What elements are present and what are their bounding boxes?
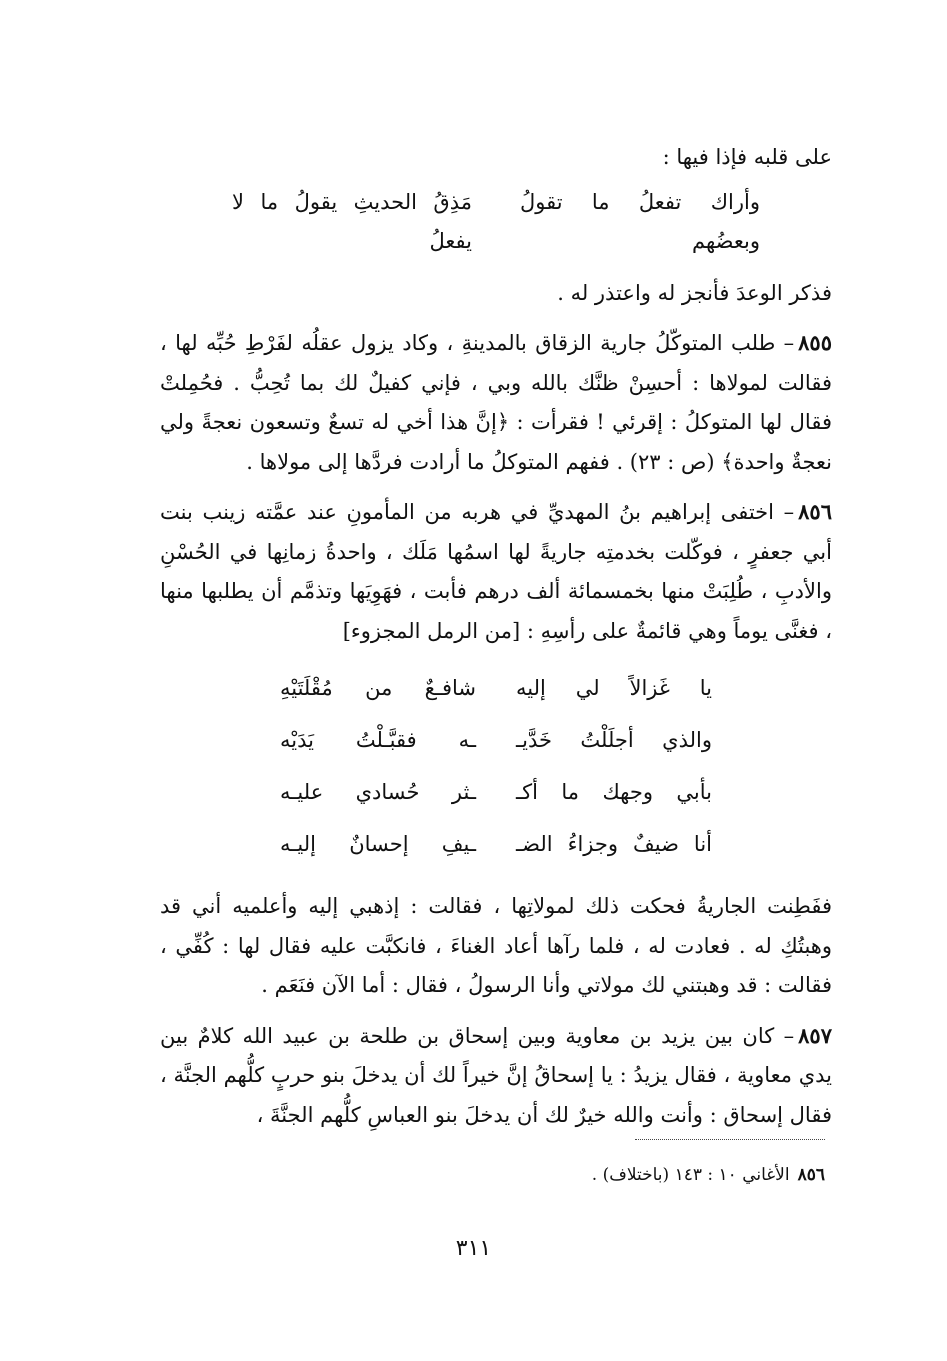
poem-hemistich-right: أنا ضيفٌ وجزاءُ الضـ — [516, 832, 712, 857]
verse-hemistich-right: وأراك تفعلُ ما تقولُ وبعضُهم — [520, 189, 760, 253]
verse-hemistich-left: مَذِقُ الحديثِ يقولُ ما لا يفعلُ — [232, 189, 472, 253]
poem — [160, 663, 832, 871]
entry-857 — [160, 1016, 832, 1136]
poem-line — [160, 715, 832, 767]
entry-text: – كان بين يزيد بن معاوية وبين إسحاق بن طلحة بن عبيد الله كلامٌ بين يدي معاوية ، فقال يزيدُ : يا إسحاقُ إنَّ خيراً لك أن يدخلَ بنو حربٍ كلُّهم الجنَّة ، فقال إسحاق : وأنت والله خيرٌ لك أن يدخلَ بنو العباسِ كلُّهم الجنَّةَ ، — [160, 1023, 832, 1127]
poem-hemistich-left: ـثر حُسادي عليـه — [280, 780, 476, 805]
entry-text: – طلب المتوكّلُ جارية الزقاق بالمدينةِ ، وكاد يزول عقلُه لفَرْطِ حُبِّه لها ، فقالت لمولاها : أحسِنْ ظنَّك بالله وبي ، فإني كفيلٌ لك بما تُحِبُّ . فحُمِلتْ فقال لها المتوكلُ : إقرئي ! فقرأت : ﴿إنَّ هذا أخي له تسعٌ وتسعون نعجةً ولي نعجةٌ واحدة﴾ (ص : ٢٣) . ففهم المتوكلُ ما أرادت فردَّها إلى مولاها . — [160, 331, 832, 474]
footnote-text: الأغاني ١٠ : ١٤٣ (باختلاف) . — [591, 1165, 790, 1185]
poem-hemistich-right: بأبي وجهك ما أكـ — [516, 780, 712, 805]
intro-line: على قلبه فإذا فيها : — [662, 145, 832, 169]
after-verse-line: فذكر الوعدَ فأنجز له واعتذر له . — [557, 280, 832, 305]
poem-hemistich-right: والذي أجلَلْتُ خَدَّيـ — [516, 728, 712, 753]
poem-hemistich-left: ـه فقبَّـلْتُ يَدَيْه — [280, 728, 476, 753]
entry-number: ٨٥٦ — [798, 499, 832, 524]
footnote-number: ٨٥٦ — [797, 1165, 825, 1185]
poem-line — [160, 819, 832, 871]
entry-number: ٨٥٥ — [798, 330, 832, 355]
entry-856-continuation: ففَطِنت الجاريةُ فحكت ذلك لمولاتِها ، فقالت : إذهبي إليه وأعلميه أني قد وهبتُكِ له . فعادت له ، فلما رآها أعاد الغناءَ ، فانكبَّت عليه فقال لها : كُفِّي ، فقالت : قد وهبتني لك مولاتي وأنا الرسولُ ، فقال : أما الآن فنَعَم . — [160, 894, 832, 997]
page-body — [160, 138, 832, 1135]
poem-line — [160, 767, 832, 819]
page-number: ٣١١ — [455, 1236, 492, 1261]
entry-855 — [160, 323, 832, 482]
entry-856 — [160, 492, 832, 651]
entry-number: ٨٥٧ — [798, 1022, 832, 1048]
poem-line — [160, 663, 832, 715]
opening-verse — [160, 183, 832, 262]
poem-hemistich-left: ـيفِ إحسانٌ إليـه — [280, 832, 476, 857]
entry-text: – اختفى إبراهيم بنُ المهديِّ في هربه من المأمونِ عند عمَّته زينب بنت أبي جعفرٍ ، فوكّلت بخدمتِه جاريةً لها اسمُها مَلَك ، واحدةُ زمانِها في الحُسْنِ والأدبِ ، طُلِبَتْ منها بخمسمائة ألف درهم فأبت ، فهَوِيَها وتذمَّم أن يطلبها منها ، فغنَّى يوماً وهي قائمةٌ على رأسِهِ : [من الرمل المجزوء] — [160, 500, 832, 643]
poem-hemistich-right: يا غَزالاً لي إليه — [516, 676, 712, 701]
poem-hemistich-left: شافـعٌ من مُقْلَتَيْهِ — [280, 676, 476, 701]
footnote-divider — [635, 1139, 825, 1140]
footnote — [592, 1165, 825, 1185]
